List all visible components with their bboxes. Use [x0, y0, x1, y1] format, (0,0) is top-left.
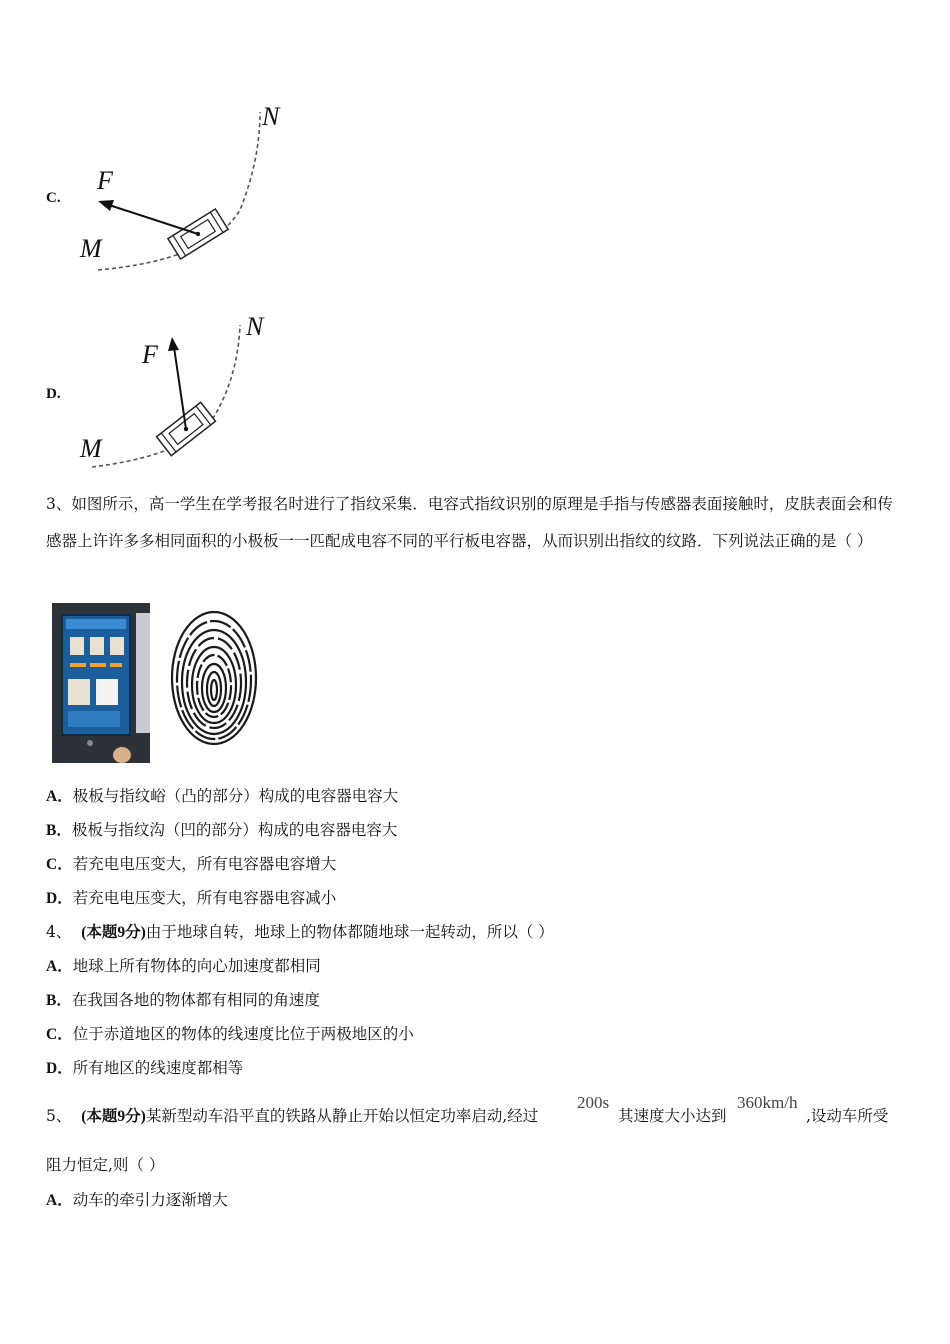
q4-option-b-text: 在我国各地的物体都有相同的角速度: [71, 991, 320, 1009]
q4-option-c[interactable]: [46, 1024, 414, 1045]
figure-d-force-label: F: [142, 340, 158, 369]
figure-d-option-label: D.: [46, 386, 61, 402]
figure-d-start-label: M: [80, 434, 102, 463]
q4-option-c-text: 位于赤道地区的物体的线速度比位于两极地区的小: [72, 1025, 414, 1043]
q5-stem-line1: [46, 1106, 538, 1127]
figure-c-start-label: M: [80, 234, 102, 263]
q3-option-b-letter: B．: [46, 822, 72, 839]
q4-score: (本题9分): [81, 924, 146, 941]
q4-option-b[interactable]: [46, 990, 320, 1011]
q3-option-c-text: 若充电电压变大，所有电容器电容增大: [72, 855, 337, 873]
q5-text-part3: ,设动车所受: [806, 1107, 889, 1125]
q3-stem: 3、如图所示，高一学生在学考报名时进行了指纹采集．电容式指纹识别的原理是手指与传感器表面接触时，皮肤表面会和传感器上许许多多相同面积的小极板一一匹配成电容不同的平行板电容器，从而识别出指纹的纹路．下列说法正确的是（ ）: [46, 495, 893, 550]
q4-option-d-letter: D．: [46, 1060, 73, 1077]
q3-option-b-text: 极板与指纹沟（凹的部分）构成的电容器电容大: [71, 821, 398, 839]
q4-option-b-letter: B．: [46, 992, 72, 1009]
q3-option-c[interactable]: [46, 854, 336, 875]
figure-c-end-label: N: [262, 102, 280, 131]
q4-option-a-letter: A．: [46, 958, 73, 975]
q4-option-d[interactable]: [46, 1058, 243, 1079]
q5-text-part2: 其速度大小达到: [618, 1107, 727, 1125]
q4-number: 4、: [46, 923, 72, 941]
q3-option-a-text: 极板与指纹峪（凸的部分）构成的电容器电容大: [72, 787, 399, 805]
q5-option-a-text: 动车的牵引力逐渐增大: [72, 1191, 228, 1209]
q3-option-a-letter: A．: [46, 788, 73, 805]
q5-option-a-letter: A．: [46, 1192, 73, 1209]
q4-option-a[interactable]: [46, 956, 321, 977]
q5-stem-line2: 阻力恒定,则（ ）: [46, 1156, 165, 1174]
q5-text-part1: 某新型动车沿平直的铁路从静止开始以恒定功率启动,经过: [145, 1107, 539, 1125]
q3-option-c-letter: C．: [46, 856, 73, 873]
q4-option-a-text: 地球上所有物体的向心加速度都相同: [72, 957, 321, 975]
fingerprint-icon: [168, 608, 260, 748]
figure-d-force-arrow: [174, 347, 186, 429]
q4-text: 由于地球自转，地球上的物体都随地球一起转动，所以（ ）: [145, 923, 554, 941]
q4-option-d-text: 所有地区的线速度都相等: [72, 1059, 244, 1077]
fingerprint-terminal-photo: [52, 603, 150, 763]
q4-stem: [46, 922, 554, 943]
figure-c-force-arrowhead: [98, 200, 114, 211]
q3-option-a[interactable]: [46, 786, 398, 807]
q5-option-a[interactable]: [46, 1190, 228, 1211]
q3-option-b[interactable]: [46, 820, 397, 841]
q5-number: 5、: [46, 1107, 72, 1125]
q4-option-c-letter: C．: [46, 1026, 73, 1043]
figure-d-end-label: N: [246, 312, 264, 341]
q5-formula-time: 200s: [577, 1093, 610, 1112]
figure-c-force-label: F: [97, 166, 113, 195]
figure-c-force-arrow: [106, 204, 198, 234]
figure-c-option-label: C.: [46, 190, 61, 206]
q3-option-d[interactable]: [46, 888, 336, 909]
figure-d-force-arrowhead: [168, 337, 179, 351]
q3-option-d-text: 若充电电压变大，所有电容器电容减小: [72, 889, 337, 907]
q5-score: (本题9分): [81, 1108, 146, 1125]
q5-formula-speed: 360km/h: [737, 1093, 798, 1112]
q3-option-d-letter: D．: [46, 890, 73, 907]
